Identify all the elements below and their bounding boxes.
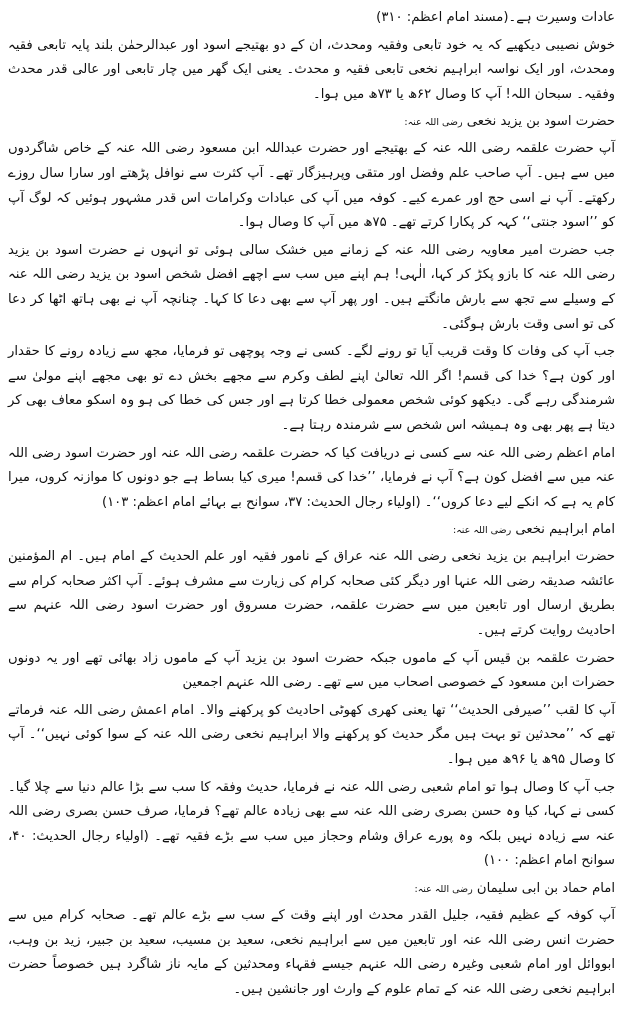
- paragraph-aswad-death: جب آپ کی وفات کا وقت قریب آیا تو رونے لگے۔ کسی نے وجہ پوچھی تو فرمایا، مجھ سے زیادہ رونے کا حقدار اور کون ہے؟ خدا کی قسم! اگر اللہ تعالیٰ اپنے لطف وکرم سے مجھے بخش دے تو بھی مجھے اپنے مولیٰ سے شرمندگی رہے گی۔ دیکھو کوئی شخص معمولی خطا کرتا ہے اور جس کی خطا کی ہو وہ اسکو معاف بھی کر دیتا ہے پھر بھی وہ ہمیشہ اس شخص سے شرمندہ رہتا ہے۔: [8, 344, 615, 433]
- paragraph-ibrahim-death: جب آپ کا وصال ہوا تو امام شعبی رضی اللہ عنہ نے فرمایا، حدیث وفقہ کا سب سے بڑا عالم دنیا سے چلا گیا۔ کسی نے کہا، کیا وہ حسن بصری رضی اللہ عنہ سے بھی زیادہ عالم تھے؟ فرمایا، صرف حسن بصری رضی اللہ عنہ سے زیادہ نہیں بلکہ وہ پورے عراق وشام وحجاز میں سب سے بڑے فقیہ تھے۔ (اولیاء رجال الحدیث: ۴۰، سوانح امام اعظم: ۱۰۰): [8, 779, 615, 869]
- section-heading-hammad: [8, 877, 615, 902]
- heading-name: امام حماد بن ابی سلیمان: [476, 881, 615, 896]
- paragraph-ibrahim-relatives: حضرت علقمہ بن قیس آپ کے ماموں جبکہ حضرت اسود بن یزید آپ کے ماموں زاد بھائی تھے اور یہ دونوں حضرات ابن مسعود کے خصوصی اصحاب میں سے تھے۔ رضی اللہ عنہم اجمعین: [8, 650, 615, 691]
- paragraph-ibrahim-bio: حضرت ابراہیم بن یزید نخعی رضی اللہ عنہ عراق کے نامور فقیہ اور علم الحدیث کے امام ہیں۔ ام المؤمنین عائشہ صدیقہ رضی اللہ عنہا اور دیگر کئی صحابہ کرام کی زیارت سے مشرف ہوئے۔ آپ اکثر صحابہ کرام سے بطریق ارسال اور تابعین میں سے حضرت علقمہ، حضرت مسروق اور حضرت اسود رضی اللہ عنہم سے احادیث روایت کرتے ہیں۔: [8, 549, 615, 639]
- section-heading-aswad: [8, 110, 615, 135]
- paragraph-aswad-bio: آپ حضرت علقمہ رضی اللہ عنہ کے بھتیجے اور حضرت عبداللہ ابن مسعود رضی اللہ عنہ کے خاص شاگردوں میں سے ہیں۔ آپ صاحب علم وفضل اور متقی وپرہیزگار تھے۔ آپ کثرت سے نوافل پڑھتے اور سارا سال روزے رکھتے۔ آپ نے اسی حج اور عمرے کیے۔ کوفہ میں آپ کی عبادات وکرامات اس قدر مشہور ہوئیں کہ لوگ آپ کو ’’اسود جنتی‘‘ کہہ کر پکارا کرتے تھے۔ ۷۵ھ میں آپ کا وصال ہوا۔: [8, 141, 615, 231]
- heading-honorific: رضی اللہ عنہ:: [453, 525, 512, 537]
- paragraph-imam-azam-opinion: امام اعظم رضی اللہ عنہ سے کسی نے دریافت کیا کہ حضرت علقمہ رضی اللہ عنہ اور حضرت اسود رضی اللہ عنہ میں سے افضل کون ہے؟ آپ نے فرمایا، ’’خدا کی قسم! میری کیا بساط ہے جو دونوں کا موازنہ کروں، میرا کام یہ ہے کہ انکے لیے دعا کروں‘‘۔ (اولیاء رجال الحدیث: ۳۷، سوانح بے بہائے امام اعظم: ۱۰۳): [8, 445, 615, 510]
- heading-honorific: رضی اللہ عنہ:: [414, 884, 473, 895]
- heading-name: حضرت اسود بن یزید نخعی: [466, 114, 615, 130]
- heading-honorific: رضی اللہ عنہ:: [404, 117, 463, 129]
- paragraph-aswad-rain: جب حضرت امیر معاویہ رضی اللہ عنہ کے زمانے میں خشک سالی ہوئی تو انہوں نے حضرت اسود بن یزید رضی اللہ عنہ کا بازو پکڑ کر کہا، الٰہی! ہم اپنے میں سب سے اچھے افضل شخص اسود بن یزید رضی اللہ عنہ کے وسیلے سے تجھ سے بارش مانگتے ہیں۔ اور پھر آپ سے بھی دعا کا کہا۔ چنانچہ آپ نے بھی ہاتھ اٹھا کر دعا کی تو اسی وقت بارش ہوگئی۔: [8, 242, 615, 332]
- paragraph-alqama-family: خوش نصیبی دیکھیے کہ یہ خود تابعی وفقیہ ومحدث، ان کے دو بھتیجے اسود اور عبدالرحمٰن بلند پایہ تابعی فقیہ ومحدث، اور ایک نواسہ ابراہیم نخعی تابعی فقیہ و محدث۔ یعنی ایک گھر میں چار تابعی اور عالی قدر محدث وفقیہ۔ سبحان اللہ! آپ کا وصال ۶۲ھ یا ۷۳ھ میں ہوا۔: [8, 37, 615, 102]
- paragraph-ibrahim-title: آپ کا لقب ’’صیرفی الحدیث‘‘ تھا یعنی کھری کھوٹی احادیث کو پرکھنے والا۔ امام اعمش رضی اللہ عنہ فرماتے تھے کہ ’’محدثین تو بہت ہیں مگر حدیث کو پرکھنے والا ابراہیم نخعی رضی اللہ عنہ کے سوا کوئی نہیں‘‘۔ آپ کا وصال ۹۵ھ یا ۹۶ھ میں ہوا۔: [8, 702, 615, 768]
- paragraph-hammad-bio: آپ کوفہ کے عظیم فقیہ، جلیل القدر محدث اور اپنے وقت کے سب سے بڑے عالم تھے۔ صحابہ کرام میں سے حضرت انس رضی اللہ عنہ اور تابعین میں سے ابراہیم نخعی، سعید بن مسیب، سعید بن جبیر، زید بن وہب، ابووائل اور امام شعبی وغیرہ رضی اللہ عنہم جیسے فقہاء ومحدثین کے مایہ ناز شاگرد ہیں خصوصاً حضرت ابراہیم نخعی رضی اللہ عنہ کے تمام علوم کے وارث اور جانشین ہیں۔: [8, 908, 615, 997]
- heading-name: امام ابراہیم نخعی: [515, 522, 615, 538]
- section-heading-ibrahim: [8, 518, 615, 543]
- paragraph-intro-source: عادات وسیرت ہے۔(مسند امام اعظم: ۳۱۰): [376, 10, 615, 25]
